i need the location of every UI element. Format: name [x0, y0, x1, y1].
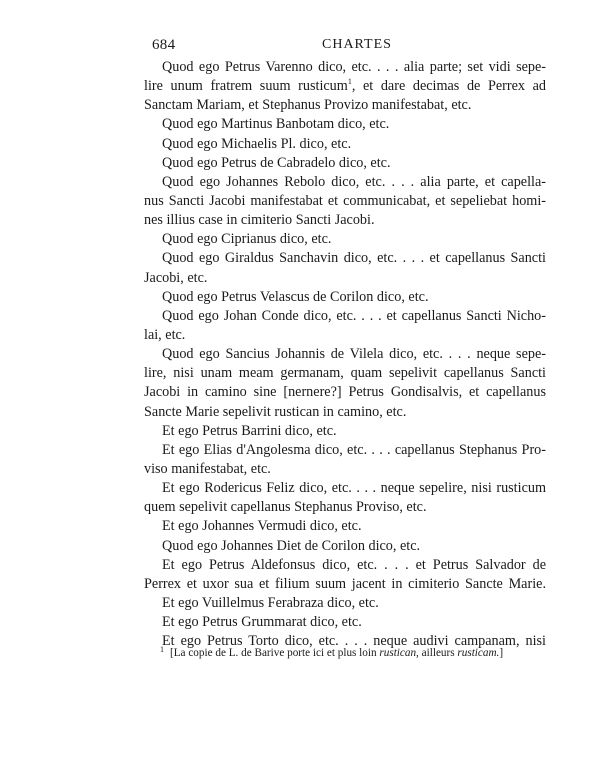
text-line — [144, 517, 546, 536]
text-line — [144, 613, 546, 632]
text-line — [144, 460, 546, 479]
line-text: Et ego Vuillelmus Ferabraza dico, etc. — [162, 594, 379, 611]
line-text: quem sepelivit capellanus Stephanus Proviso, etc. — [144, 499, 427, 516]
footnote — [160, 645, 550, 659]
text-line — [144, 58, 546, 77]
line-text: Quod ego Sancius Johannis de Vilela dico, etc. . . . neque sepe- — [162, 346, 546, 363]
line-text: Et ego Petrus Barrini dico, etc. — [162, 422, 337, 439]
line-text: Quod ego Ciprianus dico, etc. — [162, 231, 332, 248]
line-text-tail: , et dare decimas de Perrex ad — [351, 78, 546, 95]
line-text: Sancte Marie sepelivit rustican in camino, etc. — [144, 403, 407, 420]
text-line — [144, 345, 546, 364]
line-text: lire, nisi unam meam germanam, quam sepelivit capellanus Sancti — [144, 365, 546, 382]
footnote-reference: 1 — [347, 77, 352, 87]
text-line — [144, 96, 546, 115]
text-line — [144, 479, 546, 498]
text-line — [144, 364, 546, 383]
text-line — [144, 594, 546, 613]
line-text: lire unum fratrem suum rusticum — [144, 78, 348, 95]
line-text: Quod ego Johannes Rebolo dico, etc. . . . alia parte, et capella- — [162, 173, 546, 190]
footnote-italic-rusticam: rusticam. — [457, 647, 500, 659]
text-line — [144, 326, 546, 345]
text-line — [144, 192, 546, 211]
footnote-middle: ailleurs — [418, 647, 458, 659]
line-text: Quod ego Petrus Varenno dico, etc. . . . alia parte; set vidi sepe- — [162, 59, 546, 75]
line-text: Quod ego Michaelis Pl. dico, etc. — [162, 135, 352, 152]
text-line — [144, 230, 546, 249]
text-line — [144, 498, 546, 517]
line-text: Quod ego Johannes Diet de Corilon dico, etc. — [162, 537, 421, 554]
text-line — [144, 307, 546, 326]
line-text: Et ego Elias d'Angolesma dico, etc. . . . capellanus Stephanus Pro- — [162, 441, 546, 458]
line-text: Quod ego Johan Conde dico, etc. . . . et capellanus Sancti Nicho- — [162, 307, 546, 324]
footnote-prefix: [La copie de L. de Barive porte ici et plus loin — [170, 647, 380, 659]
line-text: Quod ego Giraldus Sanchavin dico, etc. . . . et capellanus Sancti — [162, 250, 546, 267]
text-line — [144, 249, 546, 268]
footnote-mark: 1 — [160, 645, 164, 654]
text-line — [144, 173, 546, 192]
text-line — [144, 211, 546, 230]
page-number: 684 — [152, 37, 176, 53]
text-line — [144, 154, 546, 173]
line-text: viso manifestabat, etc. — [144, 460, 271, 477]
line-text: Jacobi, etc. — [144, 269, 208, 286]
line-text: Et ego Petrus Aldefonsus dico, etc. . . . et Petrus Salvador de — [162, 556, 546, 573]
text-line — [144, 288, 546, 307]
text-line — [144, 135, 546, 154]
running-title: CHARTES — [322, 37, 392, 52]
line-text: Et ego Rodericus Feliz dico, etc. . . . neque sepelire, nisi rusticum — [162, 480, 546, 497]
footnote-suffix: ] — [499, 647, 504, 659]
line-text: Sanctam Mariam, et Stephanus Provizo manifestabat, etc. — [144, 97, 472, 114]
line-text: Perrex et uxor sua et filium suum jacent in cimiterio Sancte Marie. — [144, 575, 546, 592]
line-text: Quod ego Martinus Banbotam dico, etc. — [162, 116, 390, 133]
text-line — [144, 537, 546, 556]
text-line — [144, 422, 546, 441]
footnote-italic-rustican: rustican, — [379, 647, 419, 659]
text-line — [144, 575, 546, 594]
text-line — [144, 115, 546, 134]
text-line — [144, 403, 546, 422]
line-text: nes illius case in cimiterio Sancti Jacobi. — [144, 212, 375, 229]
line-text: Quod ego Petrus de Cabradelo dico, etc. — [162, 154, 391, 171]
line-text: Et ego Johannes Vermudi dico, etc. — [162, 518, 362, 535]
text-line — [144, 383, 546, 402]
text-line — [144, 556, 546, 575]
line-text: Et ego Petrus Grummarat dico, etc. — [162, 614, 362, 631]
body-text — [144, 58, 546, 651]
text-line — [144, 441, 546, 460]
line-text: nus Sancti Jacobi manifestabat et communicabat, et sepeliebat homi- — [144, 192, 546, 209]
line-text: Quod ego Petrus Velascus de Corilon dico, etc. — [162, 288, 429, 305]
line-text: lai, etc. — [144, 326, 186, 343]
page-header — [152, 37, 544, 59]
text-line — [144, 77, 546, 96]
line-text: Jacobi in camino sine [nernere?] Petrus Gondisalvis, et capellanus — [144, 384, 546, 401]
line-text: Et ego Petrus Torto dico, etc. . . . neque audivi campanam, nisi — [162, 633, 546, 650]
text-line — [144, 269, 546, 288]
